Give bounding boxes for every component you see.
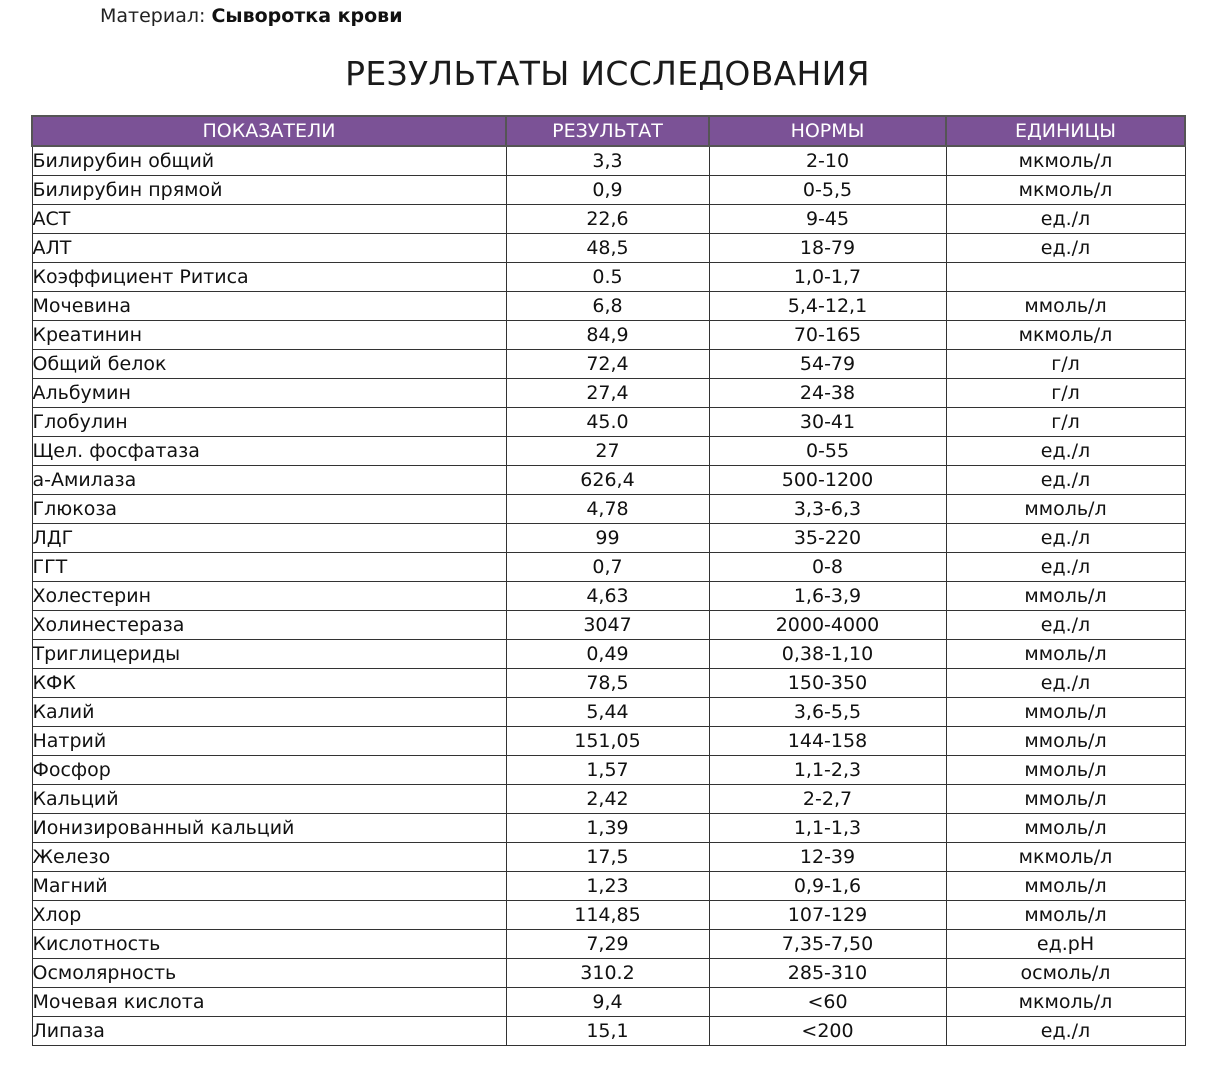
unit-cell: г/л	[946, 350, 1185, 379]
indicator-name-cell: Глобулин	[32, 408, 506, 437]
table-row	[32, 669, 1185, 698]
norm-cell: 35-220	[709, 524, 946, 553]
norm-cell: 24-38	[709, 379, 946, 408]
indicator-name-cell: Билирубин прямой	[32, 176, 506, 205]
unit-cell: ед./л	[946, 234, 1185, 263]
norm-cell: 12-39	[709, 843, 946, 872]
unit-cell: мкмоль/л	[946, 146, 1185, 176]
page-title: РЕЗУЛЬТАТЫ ИССЛЕДОВАНИЯ	[345, 54, 870, 93]
unit-cell: ед.рН	[946, 930, 1185, 959]
table-row	[32, 611, 1185, 640]
indicator-name-cell: Альбумин	[32, 379, 506, 408]
result-cell: 17,5	[506, 843, 709, 872]
result-cell: 5,44	[506, 698, 709, 727]
table-row	[32, 988, 1185, 1017]
table-row	[32, 553, 1185, 582]
table-row	[32, 437, 1185, 466]
indicator-name-cell: Глюкоза	[32, 495, 506, 524]
table-row	[32, 814, 1185, 843]
result-cell: 1,23	[506, 872, 709, 901]
indicator-name-cell: Мочевина	[32, 292, 506, 321]
column-header-indicators: ПОКАЗАТЕЛИ	[32, 116, 506, 146]
indicator-name-cell: Билирубин общий	[32, 146, 506, 176]
unit-cell: ед./л	[946, 524, 1185, 553]
result-cell: 9,4	[506, 988, 709, 1017]
result-cell: 626,4	[506, 466, 709, 495]
unit-cell: ед./л	[946, 611, 1185, 640]
indicator-name-cell: Калий	[32, 698, 506, 727]
table-header-row	[32, 116, 1185, 146]
result-cell: 151,05	[506, 727, 709, 756]
result-cell: 27	[506, 437, 709, 466]
indicator-name-cell: Железо	[32, 843, 506, 872]
unit-cell: ед./л	[946, 669, 1185, 698]
table-row	[32, 524, 1185, 553]
unit-cell: осмоль/л	[946, 959, 1185, 988]
table-row	[32, 234, 1185, 263]
indicator-name-cell: Щел. фосфатаза	[32, 437, 506, 466]
indicator-name-cell: Коэффициент Ритиса	[32, 263, 506, 292]
norm-cell: 285-310	[709, 959, 946, 988]
table-row	[32, 756, 1185, 785]
unit-cell: ммоль/л	[946, 727, 1185, 756]
result-cell: 7,29	[506, 930, 709, 959]
result-cell: 1,39	[506, 814, 709, 843]
table-row	[32, 640, 1185, 669]
norm-cell: 1,1-1,3	[709, 814, 946, 843]
column-header-norms: НОРМЫ	[709, 116, 946, 146]
result-cell: 99	[506, 524, 709, 553]
result-cell: 27,4	[506, 379, 709, 408]
table-row	[32, 843, 1185, 872]
indicator-name-cell: Осмолярность	[32, 959, 506, 988]
unit-cell: ед./л	[946, 437, 1185, 466]
table-row	[32, 379, 1185, 408]
norm-cell: 1,0-1,7	[709, 263, 946, 292]
norm-cell: <200	[709, 1017, 946, 1046]
indicator-name-cell: Фосфор	[32, 756, 506, 785]
indicator-name-cell: Натрий	[32, 727, 506, 756]
unit-cell: г/л	[946, 408, 1185, 437]
unit-cell: мкмоль/л	[946, 321, 1185, 350]
norm-cell: 3,6-5,5	[709, 698, 946, 727]
table-row	[32, 292, 1185, 321]
unit-cell: ммоль/л	[946, 901, 1185, 930]
unit-cell	[946, 263, 1185, 292]
result-cell: 4,63	[506, 582, 709, 611]
unit-cell: ммоль/л	[946, 872, 1185, 901]
result-cell: 22,6	[506, 205, 709, 234]
result-cell: 45.0	[506, 408, 709, 437]
result-cell: 3047	[506, 611, 709, 640]
norm-cell: 7,35-7,50	[709, 930, 946, 959]
indicator-name-cell: Хлор	[32, 901, 506, 930]
indicator-name-cell: Ионизированный кальций	[32, 814, 506, 843]
result-cell: 2,42	[506, 785, 709, 814]
unit-cell: ммоль/л	[946, 814, 1185, 843]
table-row	[32, 785, 1185, 814]
unit-cell: мкмоль/л	[946, 988, 1185, 1017]
table-row	[32, 466, 1185, 495]
unit-cell: ммоль/л	[946, 785, 1185, 814]
result-cell: 1,57	[506, 756, 709, 785]
unit-cell: мкмоль/л	[946, 176, 1185, 205]
norm-cell: 1,6-3,9	[709, 582, 946, 611]
norm-cell: 9-45	[709, 205, 946, 234]
norm-cell: 0-55	[709, 437, 946, 466]
norm-cell: 3,3-6,3	[709, 495, 946, 524]
unit-cell: ед./л	[946, 466, 1185, 495]
norm-cell: 0-5,5	[709, 176, 946, 205]
unit-cell: ед./л	[946, 1017, 1185, 1046]
indicator-name-cell: Холинестераза	[32, 611, 506, 640]
norm-cell: 500-1200	[709, 466, 946, 495]
result-cell: 78,5	[506, 669, 709, 698]
norm-cell: 1,1-2,3	[709, 756, 946, 785]
norm-cell: 0,9-1,6	[709, 872, 946, 901]
result-cell: 0,49	[506, 640, 709, 669]
norm-cell: 150-350	[709, 669, 946, 698]
norm-cell: <60	[709, 988, 946, 1017]
norm-cell: 70-165	[709, 321, 946, 350]
table-row	[32, 205, 1185, 234]
indicator-name-cell: Кислотность	[32, 930, 506, 959]
unit-cell: ммоль/л	[946, 495, 1185, 524]
column-header-units: ЕДИНИЦЫ	[946, 116, 1185, 146]
norm-cell: 2-10	[709, 146, 946, 176]
result-cell: 310.2	[506, 959, 709, 988]
table-row	[32, 582, 1185, 611]
results-body	[32, 146, 1185, 1046]
result-cell: 114,85	[506, 901, 709, 930]
table-row	[32, 495, 1185, 524]
table-row	[32, 872, 1185, 901]
norm-cell: 0,38-1,10	[709, 640, 946, 669]
indicator-name-cell: Креатинин	[32, 321, 506, 350]
table-row	[32, 698, 1185, 727]
indicator-name-cell: а-Амилаза	[32, 466, 506, 495]
table-row	[32, 350, 1185, 379]
indicator-name-cell: Липаза	[32, 1017, 506, 1046]
material-label: Материал:	[100, 5, 206, 27]
norm-cell: 30-41	[709, 408, 946, 437]
indicator-name-cell: Магний	[32, 872, 506, 901]
norm-cell: 2-2,7	[709, 785, 946, 814]
result-cell: 6,8	[506, 292, 709, 321]
table-row	[32, 901, 1185, 930]
unit-cell: ед./л	[946, 205, 1185, 234]
result-cell: 3,3	[506, 146, 709, 176]
result-cell: 4,78	[506, 495, 709, 524]
unit-cell: г/л	[946, 379, 1185, 408]
table-row	[32, 1017, 1185, 1046]
indicator-name-cell: Триглицериды	[32, 640, 506, 669]
table-row	[32, 263, 1185, 292]
material-line	[100, 3, 403, 29]
table-row	[32, 321, 1185, 350]
table-row	[32, 727, 1185, 756]
indicator-name-cell: Кальций	[32, 785, 506, 814]
result-cell: 48,5	[506, 234, 709, 263]
indicator-name-cell: АСТ	[32, 205, 506, 234]
indicator-name-cell: ГГТ	[32, 553, 506, 582]
table-row	[32, 146, 1185, 176]
norm-cell: 18-79	[709, 234, 946, 263]
result-cell: 72,4	[506, 350, 709, 379]
norm-cell: 0-8	[709, 553, 946, 582]
unit-cell: ммоль/л	[946, 582, 1185, 611]
norm-cell: 2000-4000	[709, 611, 946, 640]
table-row	[32, 930, 1185, 959]
norm-cell: 107-129	[709, 901, 946, 930]
norm-cell: 5,4-12,1	[709, 292, 946, 321]
result-cell: 0.5	[506, 263, 709, 292]
unit-cell: мкмоль/л	[946, 843, 1185, 872]
unit-cell: ммоль/л	[946, 640, 1185, 669]
indicator-name-cell: ЛДГ	[32, 524, 506, 553]
result-cell: 0,9	[506, 176, 709, 205]
material-value: Сыворотка крови	[211, 5, 403, 27]
results-table	[31, 115, 1186, 1046]
column-header-result: РЕЗУЛЬТАТ	[506, 116, 709, 146]
norm-cell: 144-158	[709, 727, 946, 756]
unit-cell: ммоль/л	[946, 756, 1185, 785]
indicator-name-cell: КФК	[32, 669, 506, 698]
unit-cell: ммоль/л	[946, 292, 1185, 321]
table-row	[32, 408, 1185, 437]
indicator-name-cell: Мочевая кислота	[32, 988, 506, 1017]
unit-cell: ед./л	[946, 553, 1185, 582]
table-row	[32, 959, 1185, 988]
table-row	[32, 176, 1185, 205]
indicator-name-cell: АЛТ	[32, 234, 506, 263]
result-cell: 84,9	[506, 321, 709, 350]
indicator-name-cell: Холестерин	[32, 582, 506, 611]
result-cell: 0,7	[506, 553, 709, 582]
indicator-name-cell: Общий белок	[32, 350, 506, 379]
unit-cell: ммоль/л	[946, 698, 1185, 727]
norm-cell: 54-79	[709, 350, 946, 379]
result-cell: 15,1	[506, 1017, 709, 1046]
